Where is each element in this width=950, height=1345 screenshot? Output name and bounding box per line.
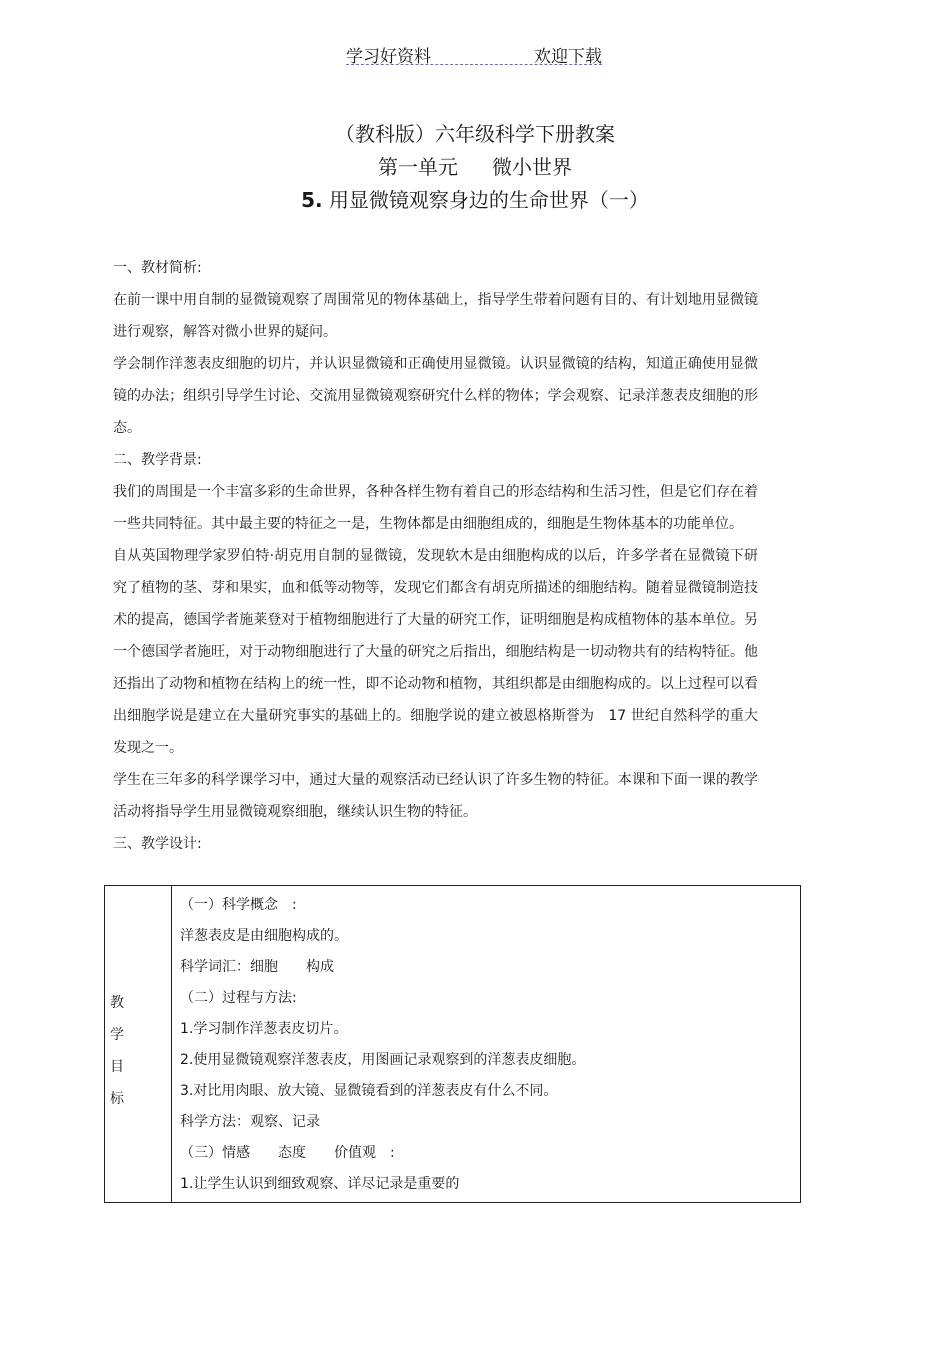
background-paragraph-2: 自从英国物理学家罗伯特·胡克用自制的显微镜，发现软木是由细胞构成的以后，许多学者在显微镜下研究了植物的茎、芽和果实，血和低等动物等，发现它们都含有胡克所描述的细胞结构。随着显微镜制造技术的提高，德国学者施莱登对于植物细胞进行了大量的研究工作，证明细胞是构成植物体的基本单位。另一个德国学者施旺，对于动物细胞进行了大量的研究之后指出，细胞结构是一切动物共有的结构特征。他还指出了动物和植物在结构上的统一性，即不论动物和植物，其组织都是由细胞构成的。以上过程可以看出细胞学说是建立在大量研究事实的基础上的。细胞学说的建立被恩格斯誉为 17 世纪自然科学的重大发现之一。 (113, 548, 758, 756)
analysis-paragraph-1: 在前一课中用自制的显微镜观察了周围常见的物体基础上，指导学生带着问题有目的、有计划地用显微镜进行观察，解答对微小世界的疑问。 (113, 292, 758, 340)
label-char: 学 (110, 1027, 124, 1043)
title-block (0, 118, 950, 217)
table-line: （二）过程与方法: (180, 990, 297, 1006)
page-header (346, 40, 602, 65)
table-line: （三）情感 态度 价值观 : (180, 1145, 395, 1161)
label-char: 教 (110, 995, 124, 1011)
table-line: 1.让学生认识到细致观察、详尽记录是重要的 (180, 1176, 460, 1192)
header-right-text: 欢迎下载 (534, 47, 602, 67)
section-heading-analysis: 一、教材简析: (113, 260, 202, 276)
document-title: （教科版）六年级科学下册教案 (335, 122, 615, 146)
unit-name: 微小世界 (492, 155, 572, 179)
section-heading-design: 三、教学设计: (113, 836, 202, 852)
teaching-goals-table (104, 885, 801, 1203)
label-char: 标 (110, 1091, 124, 1107)
table-line: 科学方法：观察、记录 (180, 1114, 320, 1130)
table-line: 洋葱表皮是由细胞构成的。 (180, 928, 348, 944)
lesson-name: 用显微镜观察身边的生命世界（一） (328, 188, 649, 212)
table-line: 1.学习制作洋葱表皮切片。 (180, 1021, 348, 1037)
lesson-title (0, 184, 950, 217)
section-heading-background: 二、教学背景: (113, 452, 202, 468)
document-body (113, 252, 758, 860)
table-line: 3.对比用肉眼、放大镜、显微镜看到的洋葱表皮有什么不同。 (180, 1083, 558, 1099)
lesson-number: 5. (301, 188, 323, 212)
table-line: 2.使用显微镜观察洋葱表皮，用图画记录观察到的洋葱表皮细胞。 (180, 1052, 586, 1068)
unit-number: 第一单元 (378, 155, 458, 179)
table-label-column (105, 886, 172, 1202)
table-content-column (180, 890, 790, 1200)
background-paragraph-1: 我们的周围是一个丰富多彩的生命世界，各种各样生物有着自己的形态结构和生活习性，但是它们存在着一些共同特征。其中最主要的特征之一是，生物体都是由细胞组成的，细胞是生物体基本的功能单位。 (113, 484, 758, 532)
header-left-text: 学习好资料 (346, 47, 431, 67)
vertical-label (105, 987, 129, 1115)
background-paragraph-3: 学生在三年多的科学课学习中，通过大量的观察活动已经认识了许多生物的特征。本课和下面一课的教学活动将指导学生用显微镜观察细胞，继续认识生物的特征。 (113, 772, 758, 820)
table-line: （一）科学概念 : (180, 897, 297, 913)
analysis-paragraph-2: 学会制作洋葱表皮细胞的切片，并认识显微镜和正确使用显微镜。认识显微镜的结构，知道正确使用显微镜的办法；组织引导学生讨论、交流用显微镜观察研究什么样的物体；学会观察、记录洋葱表皮细胞的形态。 (113, 356, 758, 436)
table-line: 科学词汇：细胞 构成 (180, 959, 334, 975)
label-char: 目 (110, 1059, 124, 1075)
unit-title (0, 151, 950, 184)
